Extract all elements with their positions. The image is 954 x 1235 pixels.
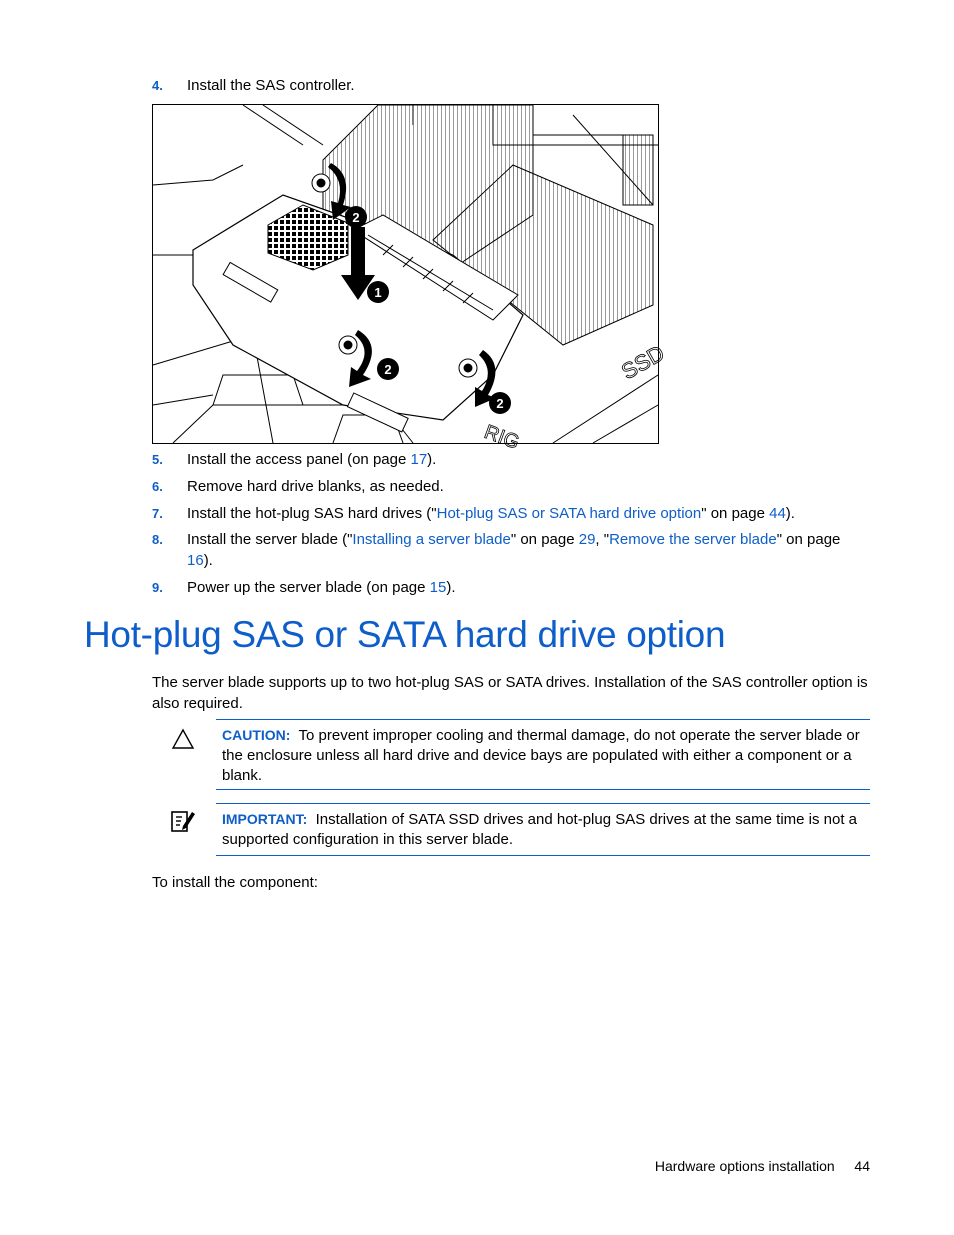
svg-text:1: 1 (374, 285, 382, 300)
page-footer (560, 1158, 870, 1174)
svg-text:2: 2 (384, 362, 392, 377)
section-title: Hot-plug SAS or SATA hard drive option (84, 614, 726, 655)
chassis-label-ssd: SSD (617, 340, 669, 385)
step-number: 9. (152, 580, 163, 595)
install-lead-in: To install the component: (152, 874, 318, 891)
section-intro: The server blade supports up to two hot-plug SAS or SATA drives. Installation of the SAS controller option is also required. (152, 674, 868, 712)
section-link[interactable]: Installing a server blade (352, 531, 511, 548)
caution-notice (216, 719, 870, 790)
important-notice (216, 803, 870, 856)
svg-text:2: 2 (352, 210, 360, 225)
footer-page-number: 44 (854, 1158, 870, 1174)
step-number: 6. (152, 479, 163, 494)
svg-text:2: 2 (496, 396, 504, 411)
step-number: 4. (152, 78, 163, 93)
step-text: Install the access panel (on page 17). (187, 451, 437, 468)
page-link[interactable]: 17 (410, 451, 428, 468)
step-text: Power up the server blade (on page 15). (187, 579, 456, 596)
section-link[interactable]: Hot-plug SAS or SATA hard drive option (436, 505, 702, 522)
step-text: Remove hard drive blanks, as needed. (187, 478, 444, 495)
important-label: IMPORTANT: (222, 811, 308, 827)
footer-chapter: Hardware options installation (654, 1158, 835, 1174)
callout-2 (345, 206, 367, 228)
step-number: 5. (152, 452, 163, 467)
step-text: Install the SAS controller. (187, 77, 355, 94)
page-link[interactable]: 16 (187, 552, 204, 569)
page-link[interactable]: 29 (578, 531, 596, 548)
section-link[interactable]: Remove the server blade (609, 531, 777, 548)
step-text: Install the hot-plug SAS hard drives ("Hot-plug SAS or SATA hard drive option" on page 44). (187, 505, 795, 522)
chassis-label-rig: RIG (481, 421, 523, 454)
step-number: 8. (152, 532, 163, 547)
warning-triangle-icon (171, 728, 195, 750)
caution-label: CAUTION: (222, 727, 291, 743)
page-link[interactable]: 44 (769, 505, 786, 522)
callout-2 (377, 358, 399, 380)
sas-controller-illustration (152, 104, 669, 454)
step-number: 7. (152, 506, 163, 521)
caution-text: To prevent improper cooling and thermal damage, do not operate the server blade or the enclosure unless all hard drive and device bays are populated with either a component or a blank. (222, 727, 860, 784)
important-text: Installation of SATA SSD drives and hot-plug SAS drives at the same time is not a supported configuration in this server blade. (222, 811, 858, 848)
callout-1 (367, 281, 389, 303)
step-text: Install the server blade ("Installing a server blade" on page 29, "Remove the server blade" on page 16). (187, 531, 841, 569)
page-link[interactable]: 15 (429, 579, 447, 596)
important-note-icon (170, 808, 196, 834)
callout-2 (489, 392, 511, 414)
